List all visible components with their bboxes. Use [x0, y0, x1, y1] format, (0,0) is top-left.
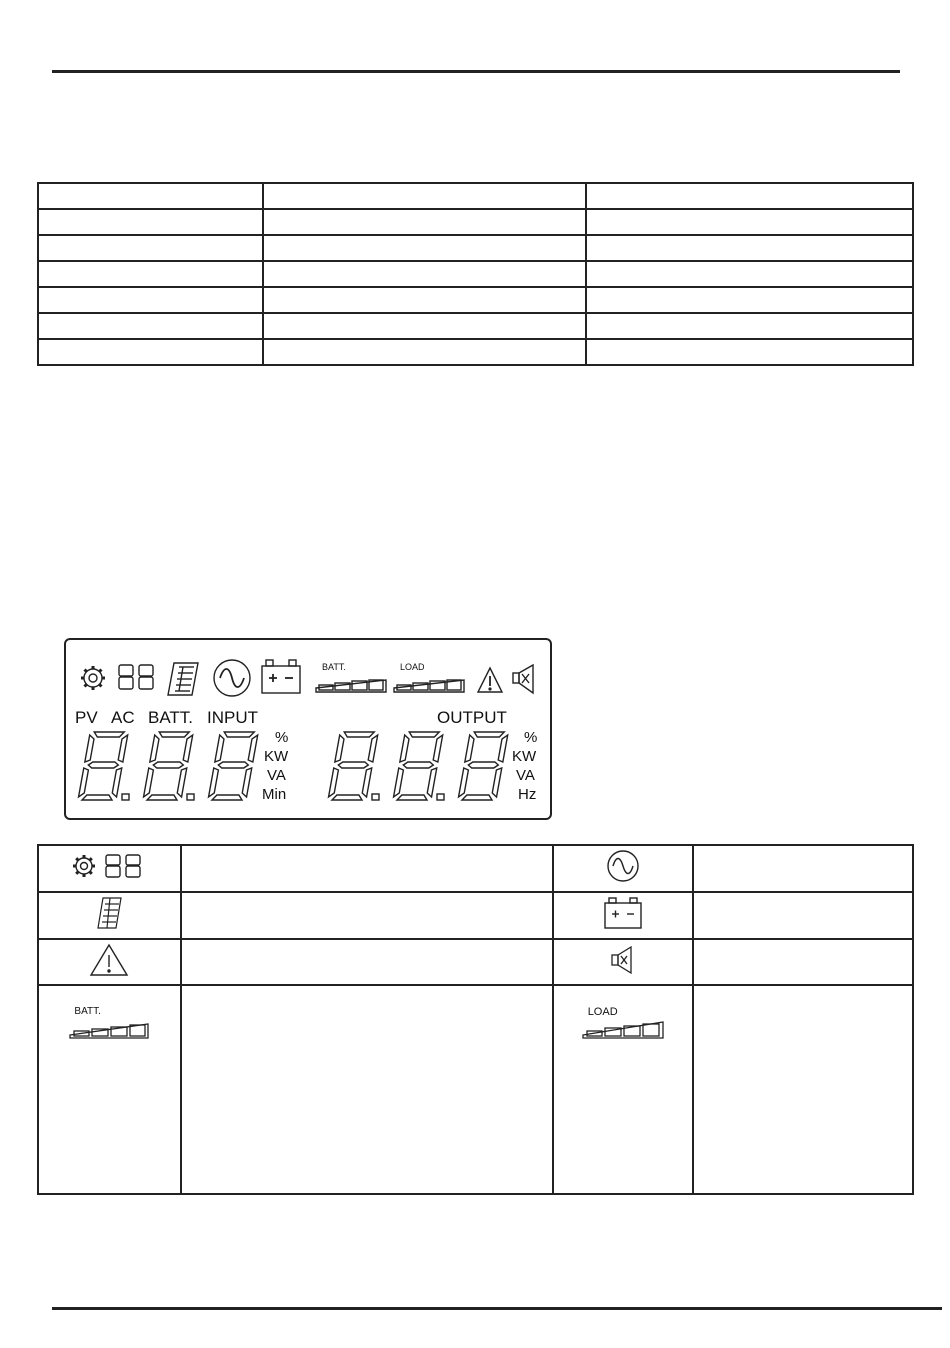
segment [224, 732, 254, 737]
segment [368, 735, 378, 762]
description-cell [693, 845, 913, 892]
segment [144, 768, 154, 797]
segment [79, 768, 89, 797]
speaker-mute-icon [609, 943, 637, 977]
segment [147, 795, 177, 800]
table-row [38, 845, 913, 892]
table-row [38, 985, 913, 1194]
load-bar-label: LOAD [587, 1006, 618, 1018]
top-rule [52, 70, 900, 73]
solar-panel-icon [168, 663, 198, 695]
label-ac: AC [111, 708, 135, 727]
lcd-graphics [66, 640, 550, 818]
description-cell [181, 939, 553, 985]
warning-triangle-icon [478, 668, 502, 692]
seven-segment-digit [329, 732, 379, 800]
solar-panel-icon [95, 895, 123, 931]
icon-cell [38, 985, 181, 1194]
output-unit-va: VA [516, 767, 535, 784]
speaker-mute-icon [513, 665, 533, 693]
segment [150, 735, 159, 762]
input-unit-kw: KW [264, 748, 289, 765]
segment [215, 735, 224, 762]
segment [498, 735, 508, 762]
segment [159, 732, 189, 737]
segment [248, 735, 258, 762]
segment [462, 795, 492, 800]
segment [344, 732, 374, 737]
segment [332, 795, 362, 800]
table-row [38, 261, 913, 287]
label-input: INPUT [207, 708, 258, 727]
battery-icon [262, 660, 300, 693]
segment [465, 735, 474, 762]
output-unit-percent: % [524, 729, 538, 746]
segment [400, 735, 409, 762]
icon-cell [553, 939, 693, 985]
seven-segment-digit [209, 732, 258, 800]
segment [397, 795, 427, 800]
decimal-point [187, 794, 194, 800]
input-unit-va: VA [267, 767, 286, 784]
icon-description-table [37, 844, 914, 1195]
description-cell [181, 985, 553, 1194]
description-cell [693, 985, 913, 1194]
bottom-rule [52, 1307, 942, 1310]
description-cell [181, 845, 553, 892]
segment [362, 768, 372, 797]
spec-table [37, 182, 914, 366]
segment [468, 762, 498, 768]
icon-cell [553, 845, 693, 892]
seven-segment-digit [144, 732, 194, 800]
label-output: OUTPUT [437, 708, 507, 727]
icon-cell [38, 939, 181, 985]
segment [94, 732, 124, 737]
input-unit-percent: % [275, 729, 289, 746]
segment [242, 768, 252, 797]
segment [338, 762, 368, 768]
warning-triangle-icon [88, 942, 130, 978]
table-row [38, 235, 913, 261]
gear-icon [72, 851, 146, 881]
segment [459, 768, 469, 797]
icon-cell [38, 892, 181, 939]
segment [492, 768, 502, 797]
segment [118, 735, 128, 762]
ac-sine-wave-icon [214, 660, 250, 696]
segment [85, 735, 94, 762]
label-batt: BATT. [148, 708, 194, 727]
segment [394, 768, 404, 797]
segment [183, 735, 193, 762]
segment [427, 768, 437, 797]
output-unit-hz: Hz [518, 786, 537, 803]
battery-level-bar-icon [316, 680, 386, 692]
segment [153, 762, 183, 768]
table-row [38, 183, 913, 209]
icon-cell [38, 845, 181, 892]
lcd-panel [64, 638, 552, 820]
output-unit-kw: KW [512, 748, 537, 765]
seven-segment-digit [394, 732, 444, 800]
battery-icon [603, 896, 643, 930]
segment [329, 768, 339, 797]
segment [218, 762, 248, 768]
segment [474, 732, 504, 737]
seven-segment-digits [79, 729, 508, 803]
lcd-load-bar-label: LOAD [400, 662, 425, 672]
table-row [38, 939, 913, 985]
input-unit-min: Min [262, 786, 287, 803]
segment [112, 768, 122, 797]
description-cell [693, 892, 913, 939]
table-row [38, 313, 913, 339]
seven-segment-digit [79, 732, 129, 800]
icon-cell [553, 892, 693, 939]
segment [409, 732, 439, 737]
icon-cell [553, 985, 693, 1194]
segment [433, 735, 443, 762]
lcd-batt-bar-label: BATT. [322, 662, 346, 672]
load-level-legend [581, 1006, 665, 1042]
seven-segment-digit [459, 732, 508, 800]
description-cell [693, 939, 913, 985]
batt-level-legend [68, 1006, 150, 1042]
segment [403, 762, 433, 768]
table-row [38, 892, 913, 939]
table-row [38, 339, 913, 365]
label-pv: PV [75, 708, 98, 727]
decimal-point [122, 794, 129, 800]
batt-bar-label: BATT. [74, 1006, 101, 1017]
gear-icon [81, 666, 105, 690]
seven-segment-88-icon [119, 665, 153, 689]
segment [335, 735, 344, 762]
segment [177, 768, 187, 797]
segment [212, 795, 242, 800]
table-row [38, 287, 913, 313]
decimal-point [437, 794, 444, 800]
ac-sine-wave-icon [605, 848, 641, 884]
description-cell [181, 892, 553, 939]
segment [82, 795, 112, 800]
segment [88, 762, 118, 768]
decimal-point [372, 794, 379, 800]
load-level-bar-icon [394, 680, 464, 692]
table-row [38, 209, 913, 235]
segment [209, 768, 219, 797]
